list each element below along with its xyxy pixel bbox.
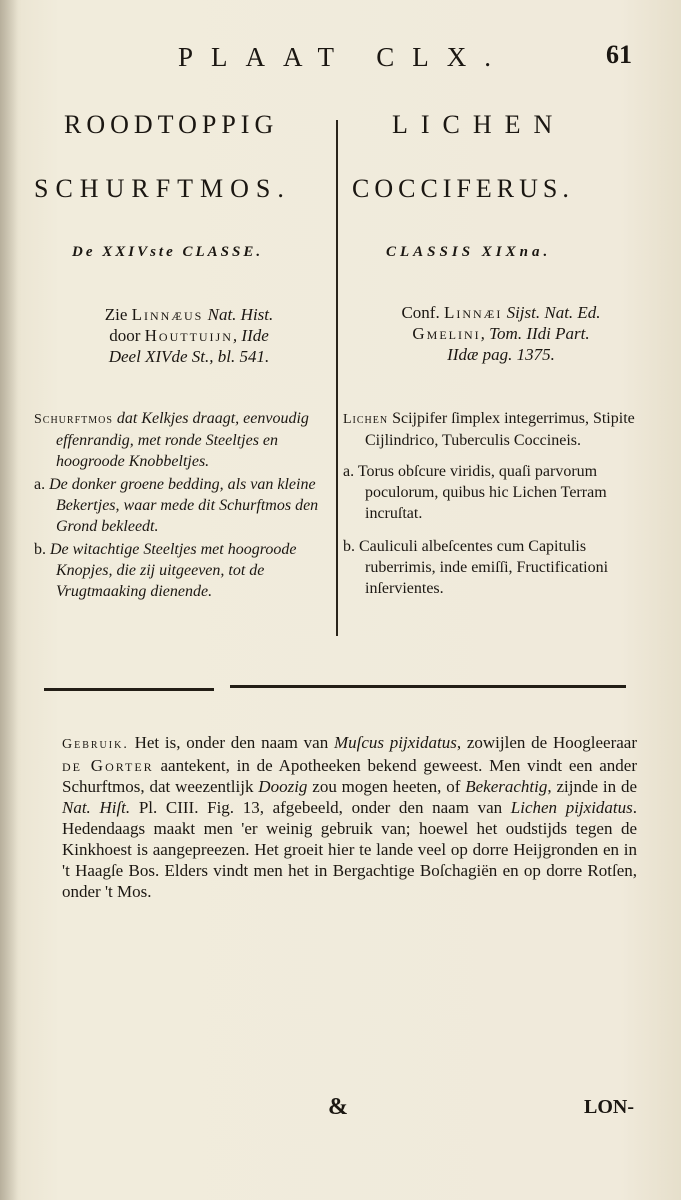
item-marker: b. (343, 538, 355, 555)
ref-text: , IIde (232, 326, 269, 345)
usage-italic: Lichen pijxidatus (510, 798, 633, 817)
usage-text: aantekent, in de Apotheeken bekend geweest. Men vindt een ander Schurftmos, dat weezentlijk (62, 756, 638, 796)
item-marker: a. (34, 476, 46, 493)
usage-italic: Nat. Hiſt. (62, 798, 131, 817)
dutch-description-main (34, 408, 334, 472)
dutch-reference (44, 304, 334, 367)
item-text: Torus obſcure viridis, quaſi parvorum poculorum, quibus hic Lichen Terram incruſtat. (354, 463, 607, 522)
ref-text: Nat. Hist. (203, 305, 274, 324)
usage-text: zou mogen heeten, of (307, 777, 466, 796)
ref-text: , Tom. IIdi Part. (480, 324, 590, 343)
dutch-item-a (34, 474, 334, 537)
item-text: Cauliculi albeſcentes cum Capitulis ruberrimis, inde emiſſi, Fructificationi inſervientes. (355, 538, 609, 597)
column-divider (336, 120, 338, 636)
ref-text: door (109, 326, 145, 345)
ref-author: Gmelini (412, 324, 481, 343)
usage-text: Pl. CIII. Fig. 13, afgebeeld, onder den naam van (130, 798, 511, 817)
usage-italic: Bekerachtig (465, 777, 548, 796)
section-rule-right (230, 685, 626, 688)
latin-description-main (343, 408, 653, 451)
ref-author: Linnæus (131, 305, 204, 324)
latin-title-line1: LICHEN (392, 110, 566, 139)
gutter-shadow (0, 0, 18, 1200)
dutch-item-b (34, 539, 334, 602)
ref-text: Sijst. Nat. Ed. (502, 303, 601, 322)
item-text: De witachtige Steeltjes met hoogroode Knopjes, die zij uitgeeven, tot de Vrugtmaaking dienende. (46, 541, 297, 600)
page-number: 61 (606, 40, 632, 69)
section-rule-left (44, 688, 214, 691)
usage-text: , zijnde in de (547, 777, 637, 796)
latin-reference-line3: IIdæ pag. 1375. (447, 345, 555, 364)
usage-italic: Doozig (258, 777, 308, 796)
item-text: De donker groene bedding, als van kleine Bekertjes, waar mede dit Schurftmos den Grond bekleedt. (45, 476, 319, 535)
signature-mark: & (328, 1094, 348, 1120)
plate-title: PLAAT CLX. (178, 42, 510, 72)
lead-word: Lichen (343, 412, 389, 427)
lead-word: Schurftmos (34, 412, 113, 427)
usage-text: Het is, onder den naam van (128, 733, 334, 752)
dutch-title-line1: ROODTOPPIG (64, 110, 279, 139)
latin-item-a (343, 461, 653, 524)
usage-text: , zowijlen de Hoogleeraar (456, 733, 637, 752)
dutch-reference-line3: Deel XIVde St., bl. 541. (108, 347, 270, 366)
description-text: dat Kelkjes draagt, eenvoudig effenrandig, met ronde Steeltjes en hoogroode Knobbeltjes. (56, 410, 309, 470)
item-marker: a. (343, 463, 355, 480)
ref-author: Linnæi (443, 303, 503, 322)
dutch-title-line2: SCHURFTMOS. (34, 174, 291, 203)
usage-name: de Gorter (62, 756, 154, 775)
dutch-class-label: De XXIVste CLASSE. (72, 244, 264, 260)
dutch-reference-line2 (44, 325, 334, 346)
item-marker: b. (34, 541, 46, 558)
latin-title-line2: COCCIFERUS. (352, 174, 574, 203)
latin-reference (340, 302, 662, 365)
latin-reference-line1 (340, 302, 662, 323)
dutch-description (34, 408, 334, 602)
dutch-reference-line1 (44, 304, 334, 325)
latin-reference-line2 (340, 323, 662, 344)
usage-paragraph (62, 732, 637, 902)
usage-text: . Hedendaags maakt men 'er weinig gebruik van; hoewel het oudstijds tegen de Kinkhoest is aangepreezen. Het groeit hier te lande veel op dorre Heijgronden en in 't Haagſe Bos. Elders vindt men het in Bergachtige Boſchagiën en op dorre Rotſen, onder 't Mos. (62, 798, 638, 901)
catchword: LON- (584, 1096, 634, 1118)
ref-text: Conf. (401, 303, 444, 322)
usage-italic: Muſcus pijxidatus (333, 733, 457, 752)
ref-author: Houttuijn (144, 326, 233, 345)
latin-item-b (343, 536, 653, 599)
ref-text: Zie (104, 305, 132, 324)
description-text: Scijpifer ſimplex integerrimus, Stipite Cijlindrico, Tuberculis Coccineis. (365, 410, 635, 449)
usage-label: Gebruik. (62, 737, 129, 752)
latin-description (343, 408, 653, 599)
latin-class-label: CLASSIS XIXna. (386, 244, 552, 260)
